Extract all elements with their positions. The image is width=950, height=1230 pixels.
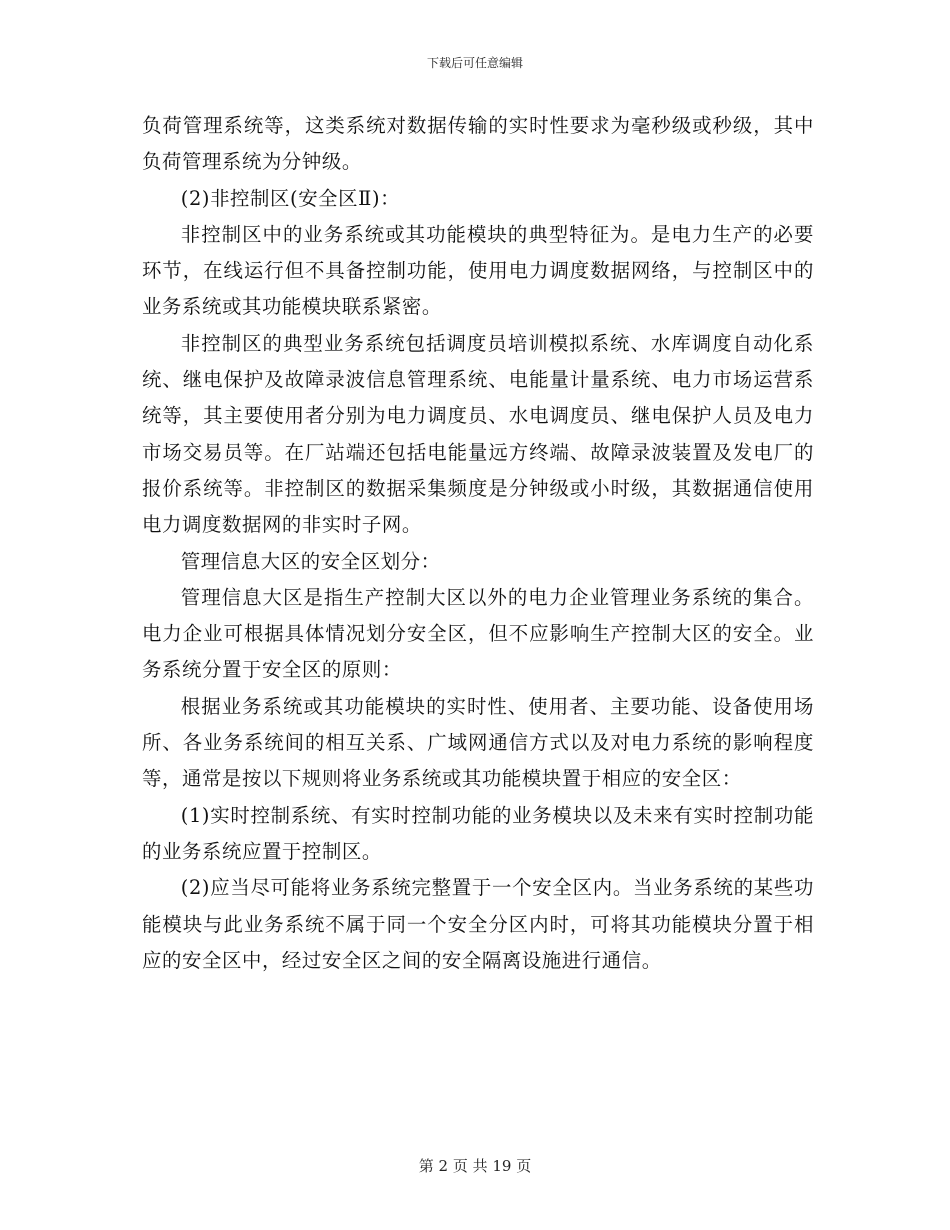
paragraph-7: 根据业务系统或其功能模块的实时性、使用者、主要功能、设备使用场所、各业务系统间的相互关系、广域网通信方式以及对电力系统的影响程度等，通常是按以下规则将业务系统或其功能模块置于相应的安全区： (142, 694, 814, 791)
paragraph-2: (2)非控制区(安全区Ⅱ)： (180, 186, 401, 210)
paragraph-4: 非控制区的典型业务系统包括调度员培训模拟系统、水库调度自动化系统、继电保护及故障录波信息管理系统、电能量计量系统、电力市场运营系统等，其主要使用者分别为电力调度员、水电调度员、继电保护人员及电力市场交易员等。在厂站端还包括电能量远方终端、故障录波装置及发电厂的报价系统等。非控制区的数据采集频度是分钟级或小时级，其数据通信使用电力调度数据网的非实时子网。 (142, 331, 814, 537)
paragraph-9: (2)应当尽可能将业务系统完整置于一个安全区内。当业务系统的某些功能模块与此业务系统不属于同一个安全分区内时，可将其功能模块分置于相应的安全区中，经过安全区之间的安全隔离设施进行通信。 (142, 876, 814, 972)
paragraph-3: 非控制区中的业务系统或其功能模块的典型特征为。是电力生产的必要环节，在线运行但不具备控制功能，使用电力调度数据网络，与控制区中的业务系统或其功能模块联系紧密。 (142, 222, 814, 319)
paragraph-6: 管理信息大区是指生产控制大区以外的电力企业管理业务系统的集合。电力企业可根据具体情况划分安全区，但不应影响生产控制大区的安全。业务系统分置于安全区的原则： (142, 585, 814, 682)
page-number: 第 2 页 共 19 页 (418, 1157, 532, 1175)
paragraph-8: (1)实时控制系统、有实时控制功能的业务模块以及未来有实时控制功能的业务系统应置于控制区。 (142, 803, 814, 863)
document-body (142, 108, 814, 979)
page-header: 下载后可任意编辑 (426, 56, 523, 70)
paragraph-1: 负荷管理系统等，这类系统对数据传输的实时性要求为毫秒级或秒级，其中负荷管理系统为分钟级。 (142, 114, 814, 174)
paragraph-5: 管理信息大区的安全区划分： (180, 549, 441, 573)
